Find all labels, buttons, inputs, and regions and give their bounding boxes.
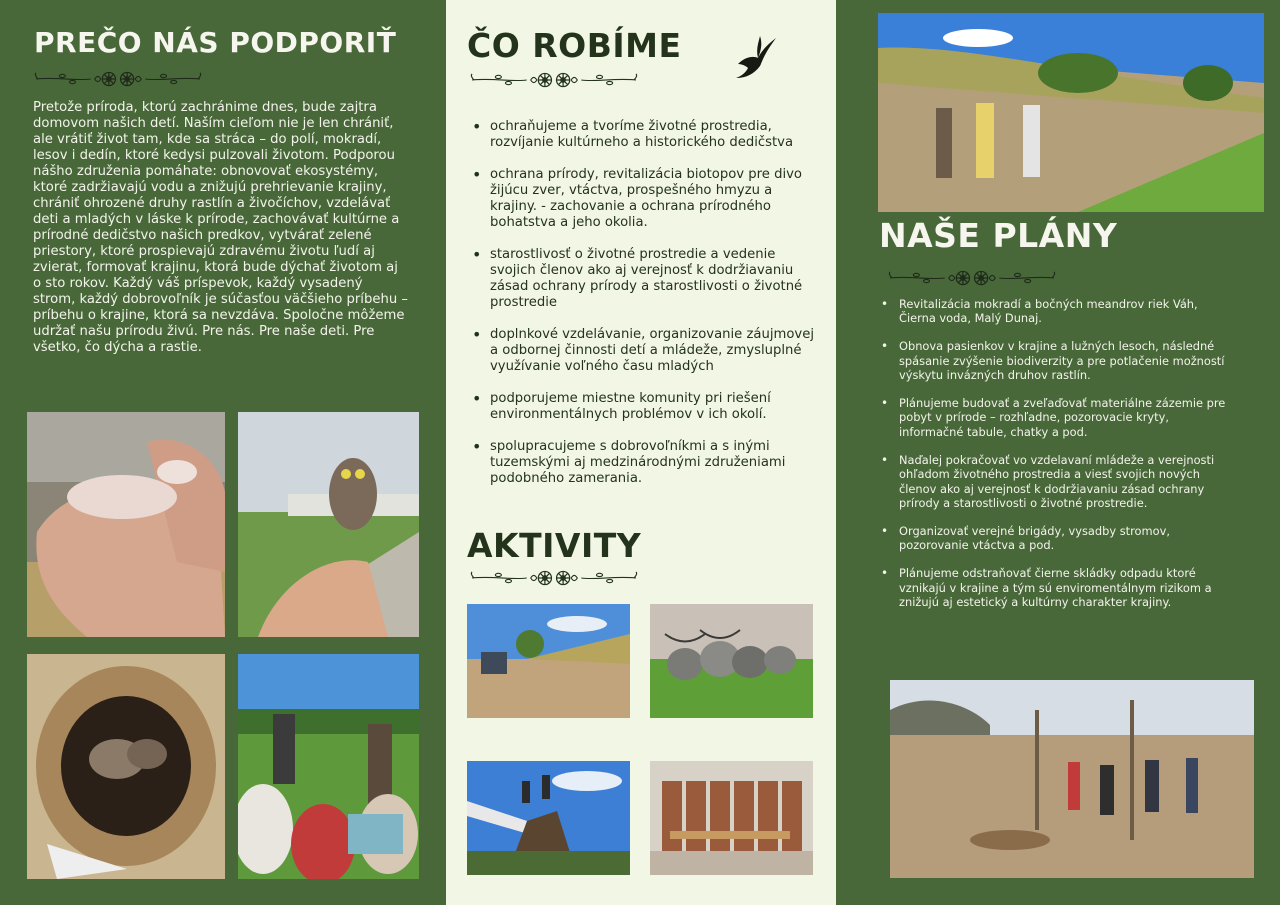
list-item: • Plánujeme budovať a zveľaďovať materiálne zázemie pre pobyt v prírode – rozhľadne, pozorovacie kryty, informačné tabule, chatky a pod. bbox=[877, 396, 1237, 439]
list-item: • doplnkové vzdelávanie, organizovanie záujmovej a odbornej činnosti detí a mládeže, zmysluplné využívanie voľného času mladých bbox=[468, 327, 818, 375]
photo-grey-cattle bbox=[650, 604, 813, 718]
photo-vehicle-in-field bbox=[467, 604, 630, 718]
list-item: • ochraňujeme a tvoríme životné prostredia, rozvíjanie kultúrneho a historického dedičstva bbox=[468, 119, 818, 151]
photo-lifting-platform bbox=[467, 761, 630, 875]
list-item: • Obnova pasienkov v krajine a lužných lesoch, následné spásanie zvýšenie biodiverzity a pre potlačenie možností výskytu invázných druhov rastlín. bbox=[877, 339, 1237, 382]
list-item: • Naďalej pokračovať vo vzdelavaní mládeže a verejnosti ohľadom životného prostredia a viesť svojich nových členov ako aj verejnosť k dodržiavaniu zásad ochrany prírody a starostlivosti o životné prostredie. bbox=[877, 453, 1237, 511]
plans-list bbox=[877, 297, 1237, 623]
list-item: • podporujeme miestne komunity pri riešení environmentálnych problémov v ich okolí. bbox=[468, 391, 818, 423]
swallow-bird-icon bbox=[732, 34, 780, 82]
floral-ornament-icon bbox=[32, 70, 204, 88]
list-item: • spolupracujeme s dobrovoľníkmi a s inými tuzemskými aj medzinárodnými združeniami podobného zamerania. bbox=[468, 439, 818, 487]
activities-title: AKTIVITY bbox=[467, 526, 642, 565]
plans-title: NAŠE PLÁNY bbox=[879, 216, 1118, 255]
list-item: • Revitalizácia mokradí a bočných meandrov riek Váh, Čierna voda, Malý Dunaj. bbox=[877, 297, 1237, 326]
plans-panel bbox=[836, 0, 1280, 905]
photo-little-owl-on-hand bbox=[238, 412, 419, 637]
support-panel bbox=[0, 0, 446, 905]
what-we-do-list bbox=[468, 119, 818, 503]
photo-volunteers-riverbank bbox=[878, 13, 1264, 212]
activities-panel bbox=[446, 0, 836, 905]
floral-ornament-icon bbox=[886, 269, 1058, 287]
photo-owl-chicks-in-hands bbox=[27, 412, 225, 637]
floral-ornament-icon bbox=[468, 71, 640, 89]
support-title: PREČO NÁS PODPORIŤ bbox=[34, 26, 397, 59]
photo-owlets-in-nest-box bbox=[27, 654, 225, 879]
floral-ornament-icon bbox=[468, 569, 640, 587]
photo-tree-planting bbox=[890, 680, 1254, 878]
list-item: • starostlivosť o životné prostredie a vedenie svojich členov ako aj verejnosť k dodržiavaniu zásad ochrany prírody a starostlivosti o životné prostredie bbox=[468, 247, 818, 311]
list-item: • Organizovať verejné brigády, vysadby stromov, pozorovanie vtáctva a pod. bbox=[877, 524, 1237, 553]
list-item: • Plánujeme odstraňovať čierne skládky odpadu ktoré vznikajú v krajine a tým sú enviromentálnym rizikom a znižujú aj estetický a kultúrny charakter krajiny. bbox=[877, 566, 1237, 609]
list-item: • ochrana prírody, revitalizácia biotopov pre divo žijúcu zver, vtáctva, prospešného hmyzu a krajiny. - zachovanie a ochrana prírodného bohatstva a jeho okolia. bbox=[468, 167, 818, 231]
photo-nest-boxes-workshop bbox=[650, 761, 813, 875]
photo-children-outdoor-lesson bbox=[238, 654, 419, 879]
support-paragraph: Pretože príroda, ktorú zachránime dnes, bude zajtra domovom našich detí. Naším cieľom nie je len chrániť, ale vrátiť život tam, kde sa stráca – do polí, mokradí, lesov i dedín, ktoré kedysi pulzovali životom. Podporou nášho združenia pomáhate: obnovovať ekosystémy, ktoré zadržiavajú vodu a znižujú prehrievanie krajiny, chrániť ohrozené druhy rastlín a živočíchov, vzdelávať deti a mladých v láske k prírode, zachovávať kultúrne a prírodné dedičstvo našich predkov, vytvárať zelené priestory, ktoré prospievajú zdravému životu ľudí aj zvierat, formovať krajinu, ktorá bude dýchať životom aj o sto rokov. Každý váš príspevok, každý vysadený strom, každý dobrovoľník je súčasťou väčšieho príbehu – príbehu o krajine, ktorá sa nevzdáva. Spoločne môžeme udržať našu prírodu živú. Pre nás. Pre naše deti. Pre všetko, čo dýcha a rastie. bbox=[33, 100, 408, 355]
what-we-do-title: ČO ROBÍME bbox=[467, 26, 682, 65]
